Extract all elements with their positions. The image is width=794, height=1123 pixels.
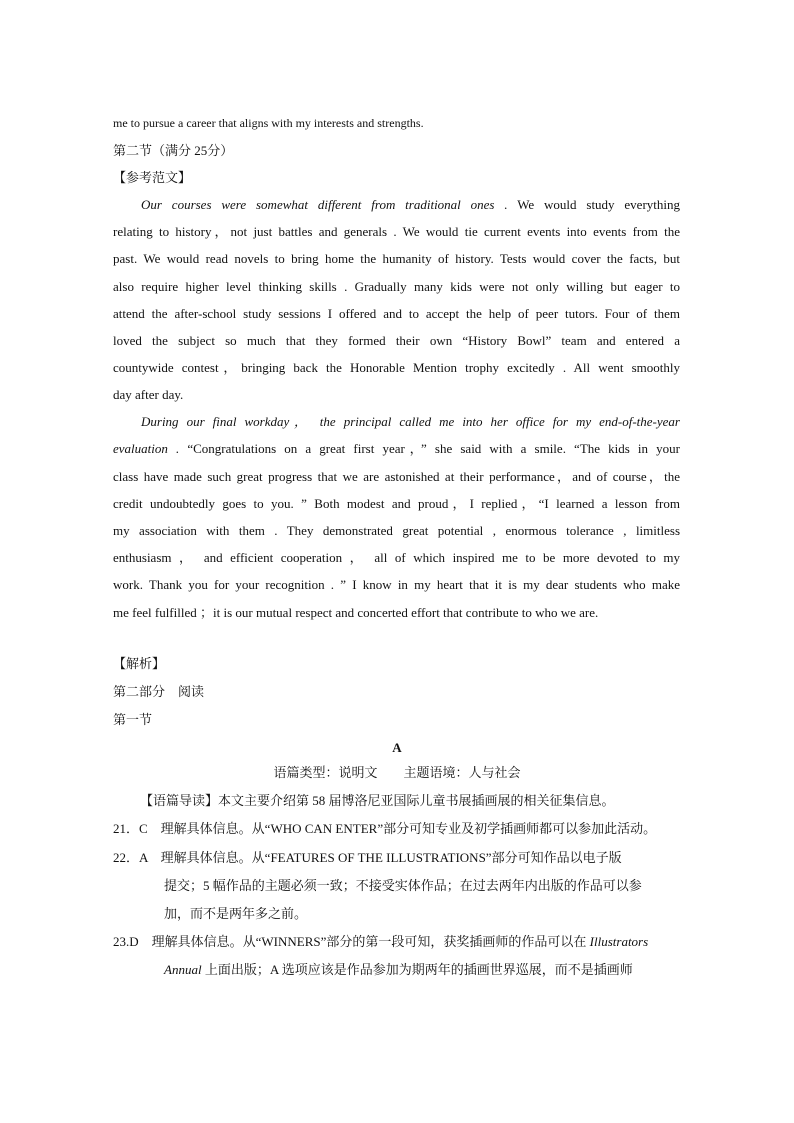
essay-p1-line1-rest: We would study everything: [507, 197, 680, 212]
answer-22-line1: 22．A 理解具体信息。从“FEATURES OF THE ILLUSTRATIONS”部分可知作品以电子版: [113, 850, 622, 865]
analysis-label: 【解析】: [113, 656, 166, 671]
essay-p2-line1: During our final workday， the principal called me into her office for my end-of-the-year: [141, 414, 680, 429]
essay-p1-line7: countywide contest，bringing back the Honorable Mention trophy excitedly . All went smoothly: [113, 360, 680, 375]
essay-p2-line7: work. Thank you for your recognition . ” I know in my heart that it is my dear students who make: [113, 577, 680, 592]
section1-heading: 第一节: [113, 712, 153, 727]
essay-p1-line3: past. We would read novels to bring home the humanity of history. Tests would cover the facts, but: [113, 251, 680, 266]
answer-23-annual: Annual: [164, 962, 202, 977]
answer-23-line1: [113, 933, 648, 951]
essay-p2-intro: evaluation .: [113, 441, 180, 456]
answer-23-line2-text: 上面出版；A 选项应该是作品参加为期两年的插画世界巡展，而不是插画师: [201, 962, 633, 977]
passage-meta: 语篇类型：说明文 主题语境：人与社会: [273, 765, 521, 780]
essay-p2-line8: me feel fulfilled ；it is our mutual respect and concerted effort that contribute to who we are.: [113, 605, 599, 620]
essay-p1-line1: [113, 196, 680, 214]
essay-p2-line2: [113, 440, 680, 458]
essay-p1-line8: day after day.: [113, 387, 184, 402]
essay-p1-line5: attend the after-school study sessions I offered and to accept the help of peer tutors. Four of them: [113, 306, 680, 321]
essay-p2-line2-rest: “Congratulations on a great first year，” she said with a smile. “The kids in your: [179, 441, 680, 456]
answer-23-illustrators: Illustrators: [589, 934, 649, 949]
answer-22-line2: 提交；5 幅作品的主题必须一致；不接受实体作品；在过去两年内出版的作品可以参: [164, 878, 642, 893]
essay-p1-line6: loved the subject so much that they formed their own “History Bowl” team and entered a: [113, 333, 680, 348]
essay-p2-line3: class have made such great progress that we are astonished at their performance，and of course，the: [113, 469, 680, 484]
essay-p1-intro: Our courses were somewhat different from traditional ones .: [141, 197, 508, 212]
passage-guide: 【语篇导读】本文主要介绍第 58 届博洛尼亚国际儿童书展插画展的相关征集信息。: [140, 793, 615, 808]
top-line: me to pursue a career that aligns with my interests and strengths.: [113, 116, 424, 130]
part2-heading: 第二部分 阅读: [113, 684, 205, 699]
answer-23-line1-text: 23.D 理解具体信息。从“WINNERS”部分的第一段可知，获奖插画师的作品可以在: [113, 934, 590, 949]
passage-letter: A: [392, 740, 402, 755]
essay-p2-line5: my association with them . They demonstrated great potential , enormous tolerance , limitless: [113, 523, 680, 538]
essay-p1-line2: relating to history，not just battles and generals . We would tie current events into events from the: [113, 224, 680, 239]
answer-21: 21．C 理解具体信息。从“WHO CAN ENTER”部分可知专业及初学插画师都可以参加此活动。: [113, 821, 657, 836]
answer-22-line3: 加，而不是两年多之前。: [164, 906, 308, 921]
essay-p2-line4: credit undoubtedly goes to you. ” Both modest and proud，I replied，“I learned a lesson from: [113, 496, 680, 511]
essay-p1-line4: also require higher level thinking skills . Gradually many kids were not only willing but eager to: [113, 279, 680, 294]
essay-p2-line6: enthusiasm ， and efficient cooperation ， all of which inspired me to be more devoted to my: [113, 550, 680, 565]
section2-heading: 第二节（满分 25分）: [113, 143, 234, 158]
sample-label: 【参考范文】: [113, 170, 192, 185]
answer-23-line2: [164, 961, 633, 979]
